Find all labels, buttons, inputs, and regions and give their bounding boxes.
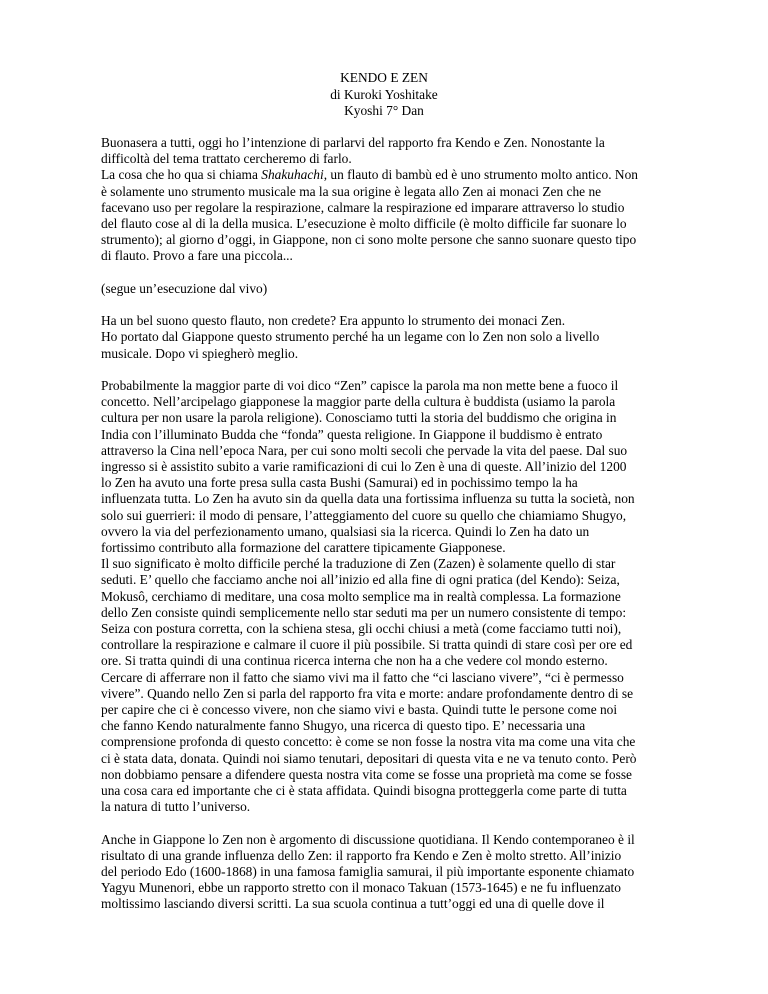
text-line: attraverso la Cina nell’epoca Nara, per cui sono molti secoli che pervade la vita del paese. Dal suo [101, 442, 628, 458]
text-line: Ho portato dal Giappone questo strumento perché ha un legame con lo Zen non solo a livello [101, 329, 600, 345]
text-line: Mokusô, cerchiamo di meditare, una cosa molto semplice ma in realtà complessa. La formazione [101, 588, 621, 604]
text-line: Probabilmente la maggior parte di voi dico “Zen” capisce la parola ma non mette bene a fuoco il [101, 378, 619, 393]
text-fragment: , un flauto di bambù ed è uno strumento molto antico. Non [323, 167, 638, 183]
text-line: concetto. Nell’arcipelago giapponese la maggior parte della cultura è buddista (usiamo la parola [101, 394, 616, 410]
text-line: seduti. E’ quello che facciamo anche noi all’inizio ed alla fine di ogni pratica (del Kendo): Seiza, [101, 572, 620, 588]
text-line: influenzata tutta. Lo Zen ha avuto sin da quella data una fortissima influenza su tutta la società, non [101, 491, 635, 507]
text-line: comprensione profonda di questo concetto: è come se non fosse la nostra vita ma come una vita che [101, 734, 636, 750]
text-line: Ha un bel suono questo flauto, non credete? Era appunto lo strumento dei monaci Zen. [101, 313, 566, 329]
text-line: Seiza con postura corretta, con la schiena stesa, gli occhi chiusi a metà (come facciamo tutti noi), [101, 621, 622, 637]
paragraph-performance-note [101, 281, 661, 297]
text-fragment: La cosa che ho qua si chiama [101, 167, 262, 183]
text-line: ovvero la via del perfezionamento umano, qualsiasi sia la ricerca. Quindi lo Zen ha dato un [101, 523, 590, 539]
text-line: (segue un’esecuzione dal vivo) [101, 280, 268, 296]
document-author: di Kuroki Yoshitake [330, 86, 438, 102]
text-line: India con l’illuminato Budda che “fonda” questa religione. In Giappone il buddismo è entrato [101, 426, 603, 442]
document-title: KENDO E ZEN [340, 70, 428, 85]
text-line: ingresso si è assistito subito a varie ramificazioni di cui lo Zen è una di queste. All’inizio del 1200 [101, 459, 627, 475]
text-line: moltissimo lasciando diversi scritti. La sua scuola continua a tutt’oggi ed una di quelle dove il [101, 896, 605, 912]
paragraph-flute-sound [101, 313, 661, 362]
document-header [0, 70, 768, 120]
paragraph-kendo-history [101, 832, 661, 913]
text-line: cultura per non usare la parola religione). Conosciamo tutti la storia del buddismo che origina in [101, 410, 617, 426]
text-line: del flauto cose al di la della musica. L’esecuzione è molto difficile (è molto difficile far suonare lo [101, 216, 627, 232]
text-line: risultato di una grande influenza dello Zen: il rapporto fra Kendo e Zen è molto stretto. All’inizio [101, 847, 622, 863]
text-line: non dobbiamo pensare a difendere questa nostra vita come se fosse una proprietà ma come se fosse [101, 766, 632, 782]
text-line: del periodo Edo (1600-1868) in una famosa famiglia samurai, il più importante esponente chiamato [101, 864, 635, 880]
text-line: Cercare di afferrare non il fatto che siamo vivi ma il fatto che “ci lasciano vivere”, “ci è permesso [101, 669, 624, 685]
text-line: fortissimo contributo alla formazione del carattere tipicamente Giapponese. [101, 540, 506, 556]
text-line: lo Zen ha avuto una forte presa sulla casta Bushi (Samurai) ed in pochissimo tempo la ha [101, 475, 578, 491]
text-line: Yagyu Munenori, ebbe un rapporto stretto con il monaco Takuan (1573-1645) e ne fu influenzato [101, 880, 621, 896]
author-rank: Kyoshi 7° Dan [344, 103, 424, 118]
shakuhachi-term: Shakuhachi [261, 167, 324, 183]
paragraph-intro [101, 135, 661, 167]
text-line: ci è stata data, donata. Quindi noi siamo tenutari, depositari di questa vita e ne va tenuto conto. Però [101, 750, 637, 766]
text-line: dello Zen consiste quindi semplicemente nello star seduti ma per un numero consistente di tempo: [101, 604, 627, 620]
text-line: che fanno Kendo naturalmente fanno Shugyo, una ricerca di questo tipo. E’ necessaria una [101, 718, 586, 734]
text-line: una cosa cara ed importante che ci è stata affidata. Quindi bisogna protteggerla come parte di tutta [101, 783, 627, 799]
text-line: ore. Si tratta quindi di una continua ricerca interna che non ha a che vedere col mondo esterno. [101, 653, 608, 669]
text-line: musicale. Dopo vi spiegherò meglio. [101, 345, 299, 361]
document-body [101, 135, 661, 929]
paragraph-zen-concept [101, 378, 661, 815]
text-line: Buonasera a tutti, oggi ho l’intenzione di parlarvi del rapporto fra Kendo e Zen. Nonostante la [101, 135, 605, 150]
text-line: controllare la respirazione e calmare il cuore il più possibile. Si tratta quindi di stare così per ore ed [101, 637, 633, 653]
paragraph-shakuhachi [101, 167, 661, 264]
text-line: Anche in Giappone lo Zen non è argomento di discussione quotidiana. Il Kendo contemporaneo è il [101, 831, 635, 847]
text-line: strumento); al giorno d’oggi, in Giappone, non ci sono molte persone che sanno suonare questo tipo [101, 232, 637, 248]
text-line [101, 167, 661, 183]
text-line: Il suo significato è molto difficile perché la traduzione di Zen (Zazen) è solamente quello di star [101, 556, 616, 572]
text-line: difficoltà del tema trattato cercheremo di farlo. [101, 151, 352, 167]
text-line: solo sui guerrieri: il modo di pensare, l’atteggiamento del cuore su quello che chiamiamo Shugyo, [101, 507, 627, 523]
text-line: facevano uso per regolare la respirazione, calmare la respirazione ed imparare attraverso lo studio [101, 199, 625, 215]
text-line: di flauto. Provo a fare una piccola... [101, 248, 293, 264]
text-line: è solamente uno strumento musicale ma la sua origine è legata allo Zen ai monaci Zen che ne [101, 183, 602, 199]
text-line: vivere”. Quando nello Zen si parla del rapporto fra vita e morte: andare profondamente dentro di se [101, 685, 634, 701]
text-line: la natura di tutto l’universo. [101, 799, 251, 815]
text-line: per capire che ci è concesso vivere, non che siamo vivi e basta. Quindi tutte le persone come noi [101, 702, 618, 718]
